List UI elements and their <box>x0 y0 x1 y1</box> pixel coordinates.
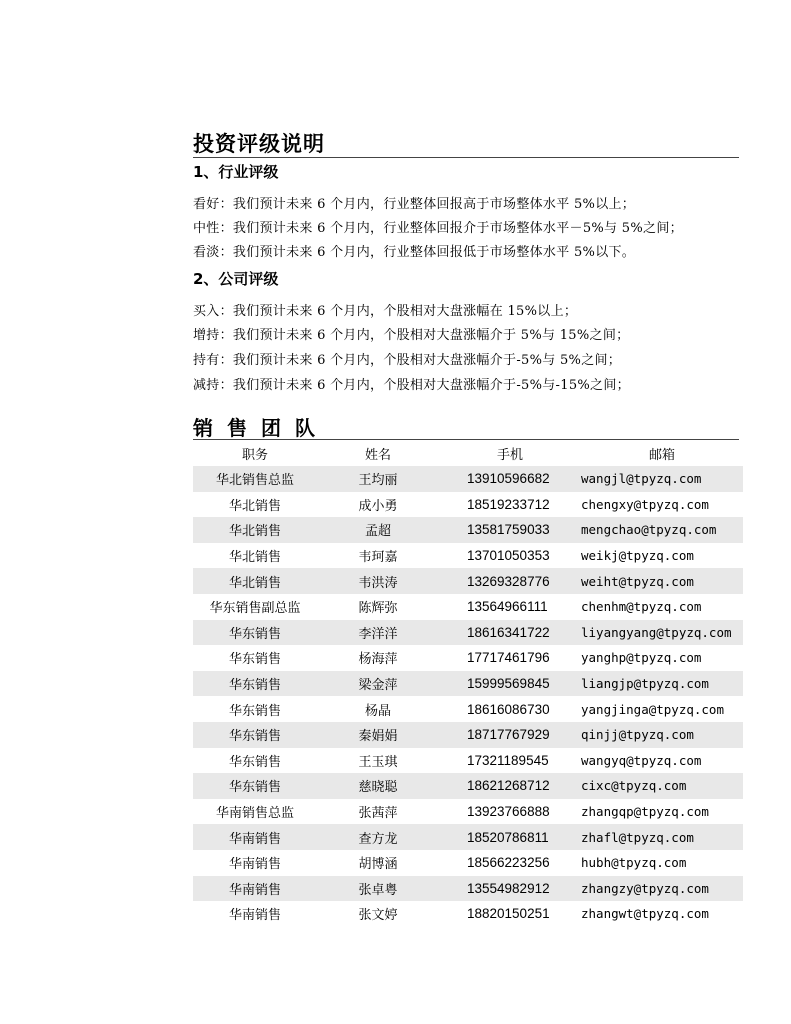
header-phone: 手机 <box>496 448 523 463</box>
cell-email: yangjinga@tpyzq.com <box>581 701 724 717</box>
company-rating-line: 减持：我们预计未来 6 个月内，个股相对大盘涨幅介于-5%与-15%之间； <box>193 378 630 393</box>
cell-email: cixc@tpyzq.com <box>581 773 743 799</box>
cell-position: 华北销售 <box>193 568 317 594</box>
rating-section-title: 投资评级说明 <box>193 132 325 156</box>
cell-name: 杨晶 <box>364 703 391 719</box>
table-row <box>193 492 743 518</box>
header-position: 职务 <box>241 448 268 463</box>
cell-position: 华东销售 <box>228 754 281 770</box>
cell-phone: 17717461796 <box>467 650 550 666</box>
table-row <box>193 671 743 697</box>
cell-phone: 13554982912 <box>439 876 581 902</box>
cell-phone: 13581759033 <box>439 517 581 543</box>
cell-name: 王均丽 <box>317 466 439 492</box>
table-header-row <box>193 441 743 466</box>
cell-email: liyangyang@tpyzq.com <box>581 620 743 646</box>
cell-phone: 18717767929 <box>439 722 581 748</box>
company-rating-line: 持有：我们预计未来 6 个月内，个股相对大盘涨幅介于-5%与 5%之间； <box>193 353 622 368</box>
cell-name: 韦珂嘉 <box>358 550 398 566</box>
table-row <box>193 620 743 646</box>
team-divider <box>193 439 739 440</box>
header-name: 姓名 <box>364 448 391 463</box>
cell-phone: 13701050353 <box>467 548 550 564</box>
cell-email: mengchao@tpyzq.com <box>581 517 743 543</box>
cell-name: 慈晓聪 <box>317 773 439 799</box>
table-row <box>193 748 743 774</box>
cell-email: hubh@tpyzq.com <box>581 855 687 871</box>
table-row <box>193 901 743 927</box>
cell-email: weikj@tpyzq.com <box>581 548 694 564</box>
cell-name: 张文婷 <box>358 908 398 924</box>
cell-phone: 13269328776 <box>439 568 581 594</box>
cell-phone: 18616341722 <box>439 620 581 646</box>
cell-phone: 15999569845 <box>439 671 581 697</box>
cell-email: weiht@tpyzq.com <box>581 568 743 594</box>
cell-position: 华东销售 <box>228 652 281 668</box>
cell-position: 华南销售 <box>193 876 317 902</box>
sales-team-title: 销售团队 <box>193 416 329 440</box>
cell-position: 华南销售 <box>228 857 281 873</box>
table-row <box>193 543 743 569</box>
cell-email: zhangqp@tpyzq.com <box>581 804 709 820</box>
cell-name: 查方龙 <box>317 824 439 850</box>
cell-position: 华南销售 <box>228 908 281 924</box>
company-rating-heading: 2、公司评级 <box>193 270 279 288</box>
cell-position: 华南销售 <box>193 824 317 850</box>
cell-email: chenhm@tpyzq.com <box>581 599 702 615</box>
cell-position: 华北销售 <box>228 498 281 514</box>
sales-team-table <box>193 441 743 927</box>
table-row <box>193 799 743 825</box>
cell-email: zhafl@tpyzq.com <box>581 824 743 850</box>
cell-name: 胡博涵 <box>358 857 398 873</box>
cell-position: 华北销售 <box>193 517 317 543</box>
cell-position: 华东销售 <box>228 703 281 719</box>
company-rating-line: 增持：我们预计未来 6 个月内，个股相对大盘涨幅介于 5%与 15%之间； <box>193 328 630 343</box>
industry-rating-line: 看淡：我们预计未来 6 个月内，行业整体回报低于市场整体水平 5%以下。 <box>193 245 636 260</box>
cell-phone: 18566223256 <box>467 855 550 871</box>
table-row <box>193 773 743 799</box>
cell-email: wangjl@tpyzq.com <box>581 466 743 492</box>
cell-phone: 13910596682 <box>439 466 581 492</box>
cell-phone: 17321189545 <box>467 752 549 768</box>
cell-position: 华南销售总监 <box>215 806 294 822</box>
cell-phone: 18519233712 <box>467 496 550 512</box>
header-email: 邮箱 <box>648 448 675 463</box>
cell-phone: 13923766888 <box>467 804 550 820</box>
cell-name: 秦娟娟 <box>317 722 439 748</box>
cell-email: chengxy@tpyzq.com <box>581 496 709 512</box>
table-row <box>193 517 743 543</box>
cell-phone: 18820150251 <box>467 906 550 922</box>
cell-name: 李洋洋 <box>317 620 439 646</box>
cell-name: 陈辉弥 <box>358 601 398 617</box>
cell-name: 杨海萍 <box>358 652 398 668</box>
table-row <box>193 645 743 671</box>
cell-phone: 18621268712 <box>439 773 581 799</box>
table-row <box>193 466 743 492</box>
table-row <box>193 824 743 850</box>
table-row <box>193 850 743 876</box>
cell-phone: 18616086730 <box>467 701 550 717</box>
table-row <box>193 876 743 902</box>
cell-name: 成小勇 <box>358 498 398 514</box>
cell-phone: 13564966111 <box>467 599 548 615</box>
table-row <box>193 722 743 748</box>
cell-name: 韦洪涛 <box>317 568 439 594</box>
cell-name: 张卓粤 <box>317 876 439 902</box>
cell-email: yanghp@tpyzq.com <box>581 650 702 666</box>
cell-position: 华东销售 <box>193 620 317 646</box>
cell-position: 华东销售副总监 <box>209 601 301 617</box>
cell-name: 孟超 <box>317 517 439 543</box>
cell-position: 华北销售总监 <box>193 466 317 492</box>
cell-email: zhangzy@tpyzq.com <box>581 876 743 902</box>
cell-name: 张茜萍 <box>358 806 398 822</box>
cell-position: 华东销售 <box>193 773 317 799</box>
cell-email: wangyq@tpyzq.com <box>581 752 702 768</box>
industry-rating-heading: 1、行业评级 <box>193 163 279 181</box>
cell-position: 华北销售 <box>228 550 281 566</box>
table-row <box>193 696 743 722</box>
table-row <box>193 594 743 620</box>
cell-name: 梁金萍 <box>317 671 439 697</box>
table-row <box>193 568 743 594</box>
company-rating-line: 买入：我们预计未来 6 个月内，个股相对大盘涨幅在 15%以上； <box>193 304 578 319</box>
industry-rating-line: 中性：我们预计未来 6 个月内，行业整体回报介于市场整体水平－5%与 5%之间； <box>193 221 683 236</box>
title-divider <box>193 157 739 158</box>
cell-phone: 18520786811 <box>439 824 581 850</box>
cell-name: 王玉琪 <box>358 754 398 770</box>
industry-rating-line: 看好：我们预计未来 6 个月内，行业整体回报高于市场整体水平 5%以上； <box>193 197 636 212</box>
cell-position: 华东销售 <box>193 671 317 697</box>
cell-email: liangjp@tpyzq.com <box>581 671 743 697</box>
cell-email: qinjj@tpyzq.com <box>581 722 743 748</box>
cell-email: zhangwt@tpyzq.com <box>581 906 709 922</box>
cell-position: 华东销售 <box>193 722 317 748</box>
